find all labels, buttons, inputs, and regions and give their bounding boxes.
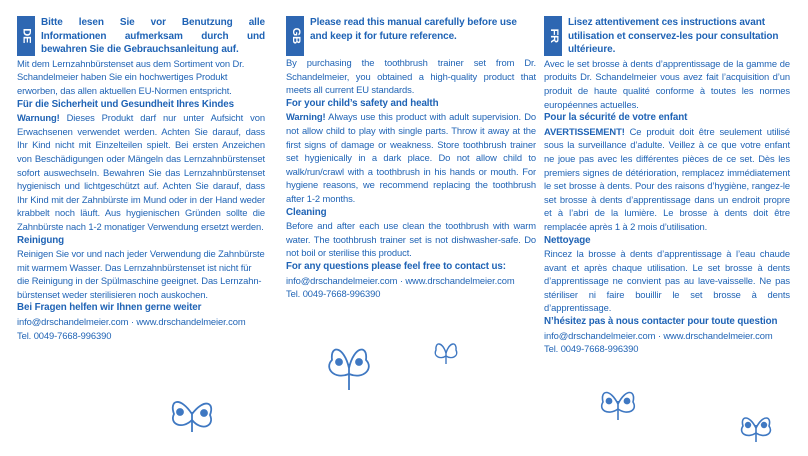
cleaning-title-de: Reinigung [17,234,64,246]
warning-text-gb: Always use this product with adult supervision. Do not allow child to play with single parts. Throw it away at the first signs of damage or weakness. Store toothbrush trainer set hygienically in a dark place. Do not allow child to walk/run/crawl with a toothbrush in his hands or mouth. For hygiene reasons, we recommend replacing the toothbrush after 1-2 months. [286,111,536,204]
column-gb [286,16,536,301]
cleaning-title-gb: Cleaning [286,206,327,218]
safety-title-de: Für die Sicherheit und Gesundheit Ihres Kindes [17,98,234,110]
intro-de: Mit dem Lernzahnbürstenset aus dem Sortiment von Dr. Schandelmeier haben Sie ein hochwertiges Produkt erworben, das allen aktuellen EU-Normen entspricht. [17,57,245,96]
language-tag-gb: GB [286,16,304,56]
warning-label-fr: AVERTISSEMENT! [544,125,625,137]
butterfly-icon [322,338,376,400]
warning-paragraph-de [17,111,265,233]
contact-line-gb: info@drschandelmeier.com · www.drschandelmeier.com [286,274,515,286]
tel-fr: Tel. 0049-7668-996390 [544,343,639,355]
contact-title-fr: N’hésitez pas à nous contacter pour toute question [544,316,778,328]
warning-text-de: Dieses Produkt darf nur unter Aufsicht von Erwachsenen verwendet werden. Achten Sie darauf, dass Ihr Kind nicht mit Einzelteilen spielt. Bei ersten Anzeichen von Beschädigungen oder Mängeln das Lernzahnbürstenset sofort auswechseln. Bewahren Sie das Lernzahnbürstenset hygienisch und lichtgeschützt auf. Achten Sie darauf, dass Ihr Kind mit der Zahnbürste im Mund oder in der Hand weder krabbelt noch läuft. Aus hygienischen Gründen sollte die Zahnbürste nach 1-2 monatiger Verwendung ersetzt werden. [17,112,265,232]
header-de [17,16,265,57]
butterfly-icon [432,338,460,368]
warning-paragraph-gb [286,110,536,205]
language-tag-fr: FR [544,16,562,56]
intro-gb: By purchasing the toothbrush trainer set from Dr. Schandelmeier, you obtained a high-quality product that meets all current EU standards. [286,57,536,96]
column-fr [544,16,790,356]
intro-fr: Avec le set brosse à dents d’apprentissage de la gamme de produits Dr. Schandelmeier vous avez fait l’acquisition d’un produit de haute qualité conforme à toutes les normes européennes actuelles. [544,57,790,110]
cleaning-text-gb: Before and after each use clean the toothbrush with warm water. The toothbrush trainer set is not dishwasher-safe. Do not boil or sterilise this product. [286,220,536,259]
warning-text-fr: Ce produit doit être seulement utilisé sous la surveillance d’adulte. Veillez à ce que votre enfant ne joue pas avec les différentes pièces de ce set. Dès les premiers signes de détérioration, remplacez immédiatement le set brosse à dents. Pour des raisons d’hygiène, rangez-le set brosse à dents d’apprentissage dans un endroit propre et à l’abri de la lumière. Le brosse à dents doit être remplacée après 1 à 2 mois d’utilisation. [544,125,790,232]
header-fr [544,16,790,57]
butterfly-icon [736,408,776,448]
tel-de: Tel. 0049-7668-996390 [17,329,112,341]
contact-title-gb: For any questions please feel free to contact us: [286,260,506,272]
header-text-gb: Please read this manual carefully before use and keep it for future reference. [310,17,517,42]
tel-gb: Tel. 0049-7668-996390 [286,288,381,300]
contact-title-de: Bei Fragen helfen wir Ihnen gerne weiter [17,302,202,314]
warning-label-de: Warnung! [17,112,60,124]
safety-title-gb: For your child’s safety and health [286,97,439,109]
butterfly-icon [596,382,640,426]
cleaning-title-fr: Nettoyage [544,234,591,246]
column-de [17,16,265,342]
header-text-fr: Lisez attentivement ces instructions avant utilisation et conservez-les pour consultation ultérieure. [568,17,779,56]
header-gb [286,16,536,56]
contact-line-fr: info@drschandelmeier.com · www.drschandelmeier.com [544,329,773,341]
warning-label-gb: Warning! [286,111,326,123]
language-tag-de: DE [17,16,35,56]
butterfly-icon [166,390,218,440]
contact-line-de: info@drschandelmeier.com · www.drschandelmeier.com [17,316,246,328]
safety-title-fr: Pour la sécurité de votre enfant [544,112,688,124]
warning-paragraph-fr [544,125,790,234]
cleaning-text-de: Reinigen Sie vor und nach jeder Verwendung die Zahnbürste mit warmem Wasser. Das Lernzahnbürstenset ist nicht für die Reinigung in der Spülmaschine geeignet. Das Lernzahn-bürstenset weder sterilisieren noch auskochen. [17,248,265,300]
cleaning-text-fr: Rincez la brosse à dents d’apprentissage à l’eau chaude avant et après chaque utilisation. Le set brosse à dents d’apprentissage ne convient pas au lave-vaisselle. Ne pas stériliser ni faire bouillir le set brosse à dents d’apprentissage. [544,248,790,314]
header-text-de: Bitte lesen Sie vor Benutzung alle Informationen aufmerksam durch und bewahren Sie die Gebrauchsanleitung auf. [41,17,265,56]
